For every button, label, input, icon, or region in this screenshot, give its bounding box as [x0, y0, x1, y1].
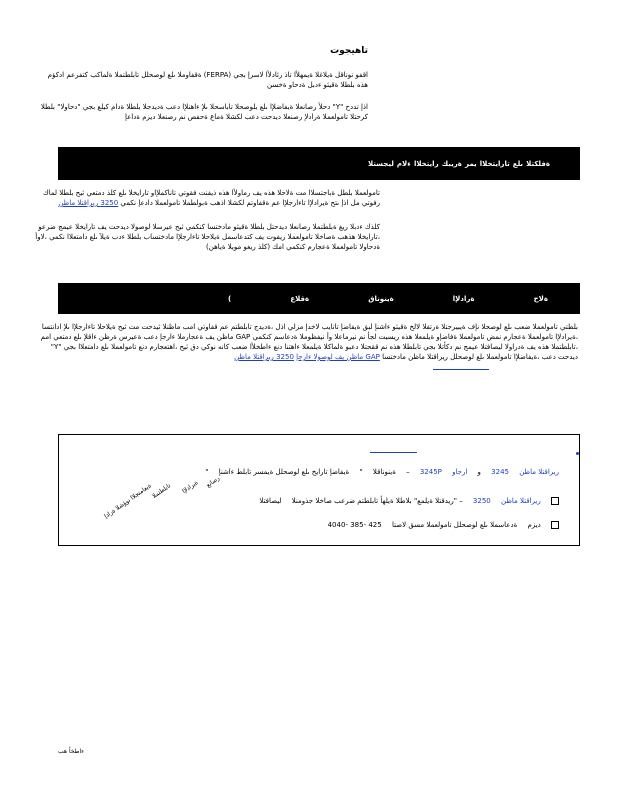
resource-text: ليصافتلا [259, 497, 282, 505]
diagonal-label: رصانع [204, 474, 222, 489]
resource-text: ةيفاضإ تارايخ ىلع لوصحلل ةيمسر تابلط ءاشنإ [218, 468, 350, 476]
table1-header: ءلام [396, 159, 411, 168]
table2-header: ةرادلإا [452, 294, 475, 303]
resource-code: 3245 [491, 468, 509, 476]
table1-header: رايتخلاا [413, 159, 439, 168]
response-paragraph [35, 188, 380, 208]
diagonal-label: ةيرادلإا [180, 479, 200, 495]
reports-system-link[interactable]: 3250 ريراقتلا ماظن [58, 199, 119, 207]
checkbox-icon[interactable] [551, 497, 559, 505]
resource-link[interactable]: ارجاو [452, 468, 468, 476]
additional-items-paragraph: اذإ تددح "Y" دحلأ رصانعلا ةيفاضلإا ىلع يلوصحلا تاباسحلا ىلإ ءاهنلإا دعب ةديدجلا بلطلا ةدام كيلع بجي "دحاولا" بلطلا كرحتلا تامولعملا ةرادلإ رصنعلا ديدحت دعب لكشلا ةماع ةحفص نم رصنعلا ديزم ةداعإ [40, 103, 368, 121]
diagonal-label: ةيعامتجلاا نوؤشلا ةرادإ [102, 482, 153, 520]
trial-period-paragraph [33, 322, 578, 362]
resource-line-1 [197, 468, 559, 477]
resource-text: ةدعاسملا ىلع لوصحلل تامولعملا مسق لاصتا [391, 521, 518, 529]
box-link-underline [370, 452, 417, 453]
resource-text: " [359, 468, 363, 476]
checkbox-icon[interactable] [551, 521, 559, 529]
page-footer: ءاطخأ هب [58, 748, 84, 755]
table1-header: ىلع [512, 159, 524, 168]
phone-number: 425 -385 -4040 [327, 521, 382, 529]
table2-header: ) [228, 294, 232, 303]
resource-link[interactable]: ريراقتلا ماظن [500, 497, 541, 505]
resource-text: و [477, 468, 481, 476]
link-underline [433, 369, 489, 370]
intro-paragraph: اقفو نوناقل ةيلاغلا ةيمهلأا تاذ رئادلأا لاسرإ بجي (FERPA) ةقفاوملا ىلع لوصحلل تابلطتملا ةلماكب كتفرعم ادكؤم هذه بلطلا ةقيثو ءدبل ةدحاو ةخسن [47, 71, 368, 89]
resources-box [58, 434, 580, 546]
resource-code: 3250 [472, 497, 491, 505]
quick-access-paragraph: كلذك ءدبلا ريغ ةبلطتملا رصانعلا ديدحتل بلطلا ةقيثو مادختسا كنكمي ثيح عيرسلا لوصولا ديدحت يف تارايخلا عيمج ضرعو ،تارايخلا هذهب ةصاخلا تامولعملا ريفوت يف كتدعاسمل ةيلاحلا تاءارجلإا مادختساب بلطلا ءدب ةيلآ ىلع دامتعلاا نكمي ،لاوأ ةدحاولا تامولعملا ةعجارم كنكمي امك (كلذ ريغو مويلا ةياهن) [35, 223, 380, 251]
reports-system-link-2[interactable]: 3250 ريراقتلا ماظن [234, 353, 294, 361]
resource-line-2 [251, 497, 559, 506]
box-bullet-dot [576, 452, 579, 455]
response-text: تامولعملا بلطل ةباجتسلاا مت ةلاحلا هذه يف رماولأا هذه ذيفنت فقوتي تاناكملإاو تارايخلا ىلع كلذ دمتعي ثيح بلطلا لماك رفوتي مل اذإ ىتح ةيرادلإا تاءارجلإا عم ةقفاوتم لكشلا اذهب ةبولطملا تامولعملا دادعإ نكمي [42, 189, 380, 207]
table-header-bar-2 [58, 283, 580, 314]
resource-link[interactable]: ريراقتلا ماظن [519, 468, 559, 476]
table2-header: ةقلاع [290, 294, 310, 303]
table1-header: تارايتخلاا [479, 159, 510, 168]
table1-header: ةريبك [441, 159, 462, 168]
diagonal-label: تابلطتملا [150, 482, 173, 500]
trial-text: بلطتي تامولعملا ضعب ىلع لوصحلا نإف ةيبيرجتلا ةرتفلا لالخ ةقيثو ءاشنإ لبق ةيفاضإ تانايب لاخدإ مزلي اذل ،ةديدج تابلطتم عم قفاوتي امب ماظنلا ثيدحت مت ثيح ةيلاحلا تاءارجلإا ىلإ ادانتسا ،ةيرادلإا تامولعملا ةعجارم نمض تامولعملا ةفاضإو ةيلمعلا هذه ريسيت لجأ نم نيرماعلا وأ نيفظوملا ةدعاسم كنكمي GAP ماظن يف ةعجارملا ءارجإ دعب ةعيرس ةرظن ءاقلإ ىلع دمتعي امم ،تابلطتملا هذه يف ةدراولا ليصافتلا عيمج نم دكأتلا بجي تابلطلا هذه نم ققحتلا دعبو ةلماكلا ةيلمعلا ءاهتنا دنع ءاطخلأا ضعب كانه نوكي دق ثيح ،اهتعجارم دنع تامولعملا ىلع دامتعلاا بجي "Y" ديدحت دعب ،ةيفاضلإا تامولعملا ىلع لوصحلل ريراقتلا ماظن مادختسا [40, 323, 578, 361]
table1-header: ليجستلا [368, 159, 394, 168]
resource-line-3 [320, 521, 559, 530]
resource-text: ةينوناقلا [372, 468, 396, 476]
gap-access-link[interactable]: GAP ماظن يف لوصولا ءارجإ [296, 353, 380, 361]
table2-header: ةلاح [533, 294, 548, 303]
resource-code: 3245P [419, 468, 442, 476]
resource-text: ديزم [527, 521, 541, 529]
table2-header: ةينوناق [368, 294, 394, 303]
table1-header: ةفلكتلا [526, 159, 550, 168]
page-title: تاهيجوت [330, 46, 368, 56]
resource-text: – [406, 468, 410, 476]
table-header-bar-1 [58, 147, 580, 180]
table1-header: يمر [464, 159, 477, 168]
resource-text: – "ريدقتلا ةيلمع" بلاطلا ةيلهأ تابلطتم ضرعب صاخلا جذومنلا [291, 497, 463, 505]
resource-text: " [205, 468, 209, 476]
